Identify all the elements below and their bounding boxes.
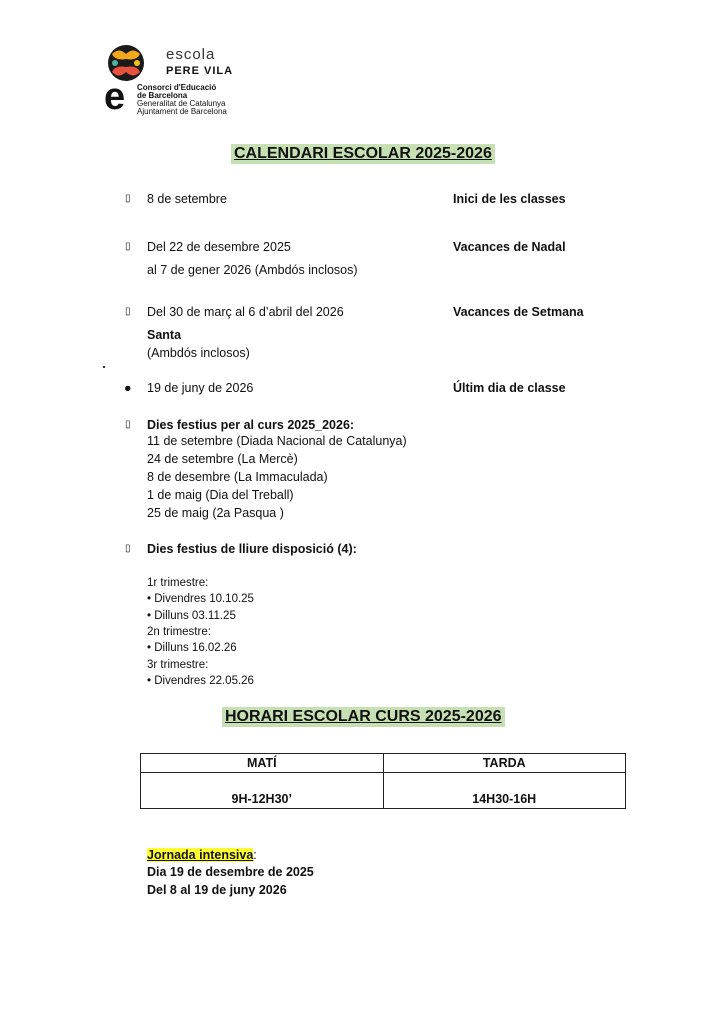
holiday-item: 24 de setembre (La Mercè) (147, 452, 298, 466)
bullet-icon: ▯ (125, 193, 131, 204)
bullet-icon: ▯ (125, 543, 131, 554)
holidays-title: Dies festius per al curs 2025_2026: (147, 418, 355, 432)
free-day-item: • Divendres 10.10.25 (147, 593, 254, 605)
free-day-item: • Divendres 22.05.26 (147, 675, 254, 687)
afternoon-hours: 14H30-16H (383, 773, 626, 809)
holiday-item: 11 de setembre (Diada Nacional de Catalunya) (147, 434, 407, 448)
consorci-line: Generalitat de Catalunya (137, 99, 226, 108)
event-label: Vacances de Nadal (453, 240, 566, 254)
intensive-heading (147, 847, 257, 863)
holiday-item: 1 de maig (Dia del Treball) (147, 488, 294, 502)
morning-hours: 9H-12H30’ (141, 773, 384, 809)
bullet-icon: ▯ (125, 241, 131, 252)
free-day-item: • Dilluns 03.11.25 (147, 610, 236, 622)
free-days-title: Dies festius de lliure disposició (4): (147, 542, 357, 556)
schedule-table (140, 753, 626, 809)
intensive-colon: : (253, 848, 257, 862)
bullet-icon: ▯ (125, 419, 131, 430)
school-name-bold: PERE VILA (166, 65, 234, 77)
holiday-item: 8 de desembre (La Immaculada) (147, 470, 328, 484)
intensive-line: Del 8 al 19 de juny 2026 (147, 883, 287, 897)
consorci-line: Consorci d'Educació (137, 83, 217, 92)
event-label: Últim dia de classe (453, 381, 566, 395)
event-label-cont: Santa (147, 328, 182, 342)
event-date: 8 de setembre (147, 192, 227, 206)
event-label: Vacances de Setmana (453, 305, 584, 319)
free-day-item: 2n trimestre: (147, 626, 211, 638)
bullet-icon: ● (124, 381, 132, 395)
consorci-line: de Barcelona (137, 91, 188, 100)
consorci-line: Ajuntament de Barcelona (137, 107, 227, 116)
calendar-title: CALENDARI ESCOLAR 2025-2026 (231, 144, 495, 164)
event-date: 19 de juny de 2026 (147, 381, 254, 395)
event-label: Inici de les classes (453, 192, 566, 206)
intensive-line: Dia 19 de desembre de 2025 (147, 865, 314, 879)
event-date-cont: (Ambdós inclosos) (147, 346, 250, 360)
event-date: Del 22 de desembre 2025 (147, 240, 291, 254)
header-afternoon: TARDA (383, 754, 626, 773)
free-day-item: • Dilluns 16.02.26 (147, 642, 237, 654)
event-date: Del 30 de març al 6 d’abril del 2026 (147, 305, 344, 319)
event-date-cont: al 7 de gener 2026 (Ambdós inclosos) (147, 263, 358, 277)
schedule-title: HORARI ESCOLAR CURS 2025-2026 (222, 707, 505, 727)
free-day-item: 3r trimestre: (147, 659, 209, 671)
holiday-item: 25 de maig (2a Pasqua ) (147, 506, 284, 520)
bullet-icon: ▯ (125, 306, 131, 317)
free-day-item: 1r trimestre: (147, 577, 209, 589)
consorci-e-logo-icon: e (104, 76, 126, 118)
school-name: escola (166, 46, 216, 63)
stray-dot (103, 366, 105, 368)
header-morning: MATÍ (141, 754, 384, 773)
intensive-label: Jornada intensiva (147, 848, 254, 862)
